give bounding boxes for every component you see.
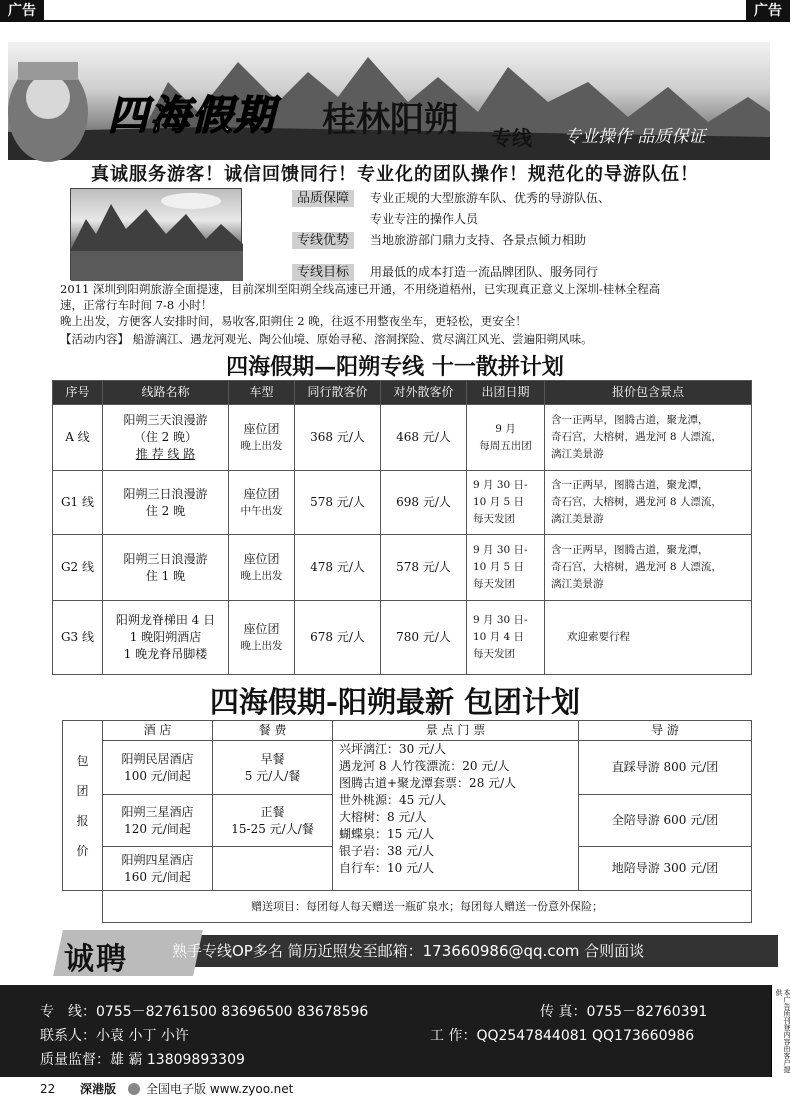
guide-cell: 全陪导游 600 元/团 [579,795,752,847]
contact-footer [0,985,790,1077]
section-title-group: 四海假期-阳朔最新 包团计划 [209,685,581,719]
table-row [53,405,752,471]
feature-label-goal: 专线目标 [292,264,354,281]
banner-brand: 四海假期 [108,93,276,139]
col-header-name: 线路名称 [103,381,229,405]
route-id: G2 线 [53,535,103,601]
intro-line-1: 2011 深圳到阳朔旅游全面提速，目前深圳至阳朔全线高速已开通，不用绕道梧州，已实现真正意义上深圳-桂林全程高 [60,282,661,296]
col-header-vehicle: 车型 [229,381,295,405]
route-spots: 含一正两早，图腾古道，聚龙潭， 奇石宫，大榕树，遇龙河 8 人漂流， 漓江美景游 [545,471,752,535]
route-peer-price: 478 元/人 [295,535,381,601]
route-spots: 含一正两早，图腾古道，聚龙潭， 奇石宫，大榕树，遇龙河 8 人漂流， 漓江美景游 [545,405,752,471]
feature-label-quality: 品质保障 [292,190,354,207]
route-peer-price: 578 元/人 [295,471,381,535]
side-note: 本广告所刊登内容由客户提供 [771,985,790,1077]
route-id: A 线 [53,405,103,471]
intro-line-3: 晚上出发，方便客人安排时间，易收客,阳朔住 2 晚，往返不用整夜坐车，更轻松，更安全！ [60,314,527,328]
intro-line-4: 【活动内容】 船游漓江、遇龙河观光、陶公仙境、原始寻秘、溶洞探险、赏尽漓江风光、尝遍阳朔风味。 [60,332,593,346]
feature-quality-line1: 专业正规的大型旅游车队、优秀的导游队伍、 [370,191,611,205]
gift-row [63,891,752,923]
route-vehicle: 座位团 晚上出发 [229,535,295,601]
tickets-cell: 兴坪漓江：30 元/人 遇龙河 8 人竹筏漂流：20 元/人 图腾古道+聚龙潭套票：28 元/人 世外桃源：45 元/人 大榕树：8 元/人 蝴蝶泉：15 元/人 银子岩：38 元/人 自行车：10 元/人 [333,741,579,891]
recruit-title: 诚聘 [64,942,128,977]
route-dates: 9 月 30 日- 10 月 4 日 每天发团 [467,601,545,675]
group-header-meal: 餐 费 [213,721,333,741]
table-row [53,535,752,601]
feature-advantage-text: 当地旅游部门鼎力支持、各景点倾力相助 [370,233,587,247]
table-row [53,471,752,535]
route-id: G3 线 [53,601,103,675]
contact-people: 联系人：小袁 小丁 小许 [40,1028,189,1044]
group-table [62,720,752,923]
hotel-cell: 阳朔四星酒店 160 元/间起 [103,847,213,891]
route-vehicle: 座位团 晚上出发 [229,601,295,675]
page-number: 22 [40,1082,56,1096]
meal-cell: 正餐 15-25 元/人/餐 [213,795,333,847]
recruit-text: 熟手专线OP多名 简历近照发至邮箱：173660986@qq.com 合则面谈 [172,942,645,960]
page-footer [0,1078,790,1100]
contact-fax: 传 真：0755－82760391 [540,1004,708,1020]
col-header-public-price: 对外散客价 [381,381,467,405]
intro-line-2: 速，正常行车时间 7-8 小时！ [60,298,213,312]
guide-cell: 直踩导游 800 元/团 [579,741,752,795]
hotel-cell: 阳朔三星酒店 120 元/间起 [103,795,213,847]
section-title-scatter: 四海假期—阳朔专线 十一散拼计划 [226,354,564,380]
col-header-spots: 报价包含景点 [545,381,752,405]
route-peer-price: 368 元/人 [295,405,381,471]
routes-header-row [53,381,752,405]
route-public-price: 468 元/人 [381,405,467,471]
hotel-cell: 阳朔民居酒店 100 元/间起 [103,741,213,795]
group-side-label: 包 团 报 价 [63,721,103,891]
route-dates: 9 月 30 日- 10 月 5 日 每天发团 [467,535,545,601]
route-id: G1 线 [53,471,103,535]
contact-work: 工 作：QQ2547844081 QQ173660986 [430,1028,695,1044]
route-name: 阳朔三天浪漫游 （住 2 晚） 推 荐 线 路 [103,405,229,471]
route-public-price: 578 元/人 [381,535,467,601]
route-spots: 含一正两早，图腾古道，聚龙潭， 奇石宫，大榕树，遇龙河 8 人漂流， 漓江美景游 [545,535,752,601]
contact-supervisor: 质量监督：雄 霸 13809893309 [40,1052,245,1068]
table-row [63,741,752,795]
route-dates: 9 月 30 日- 10 月 5 日 每天发团 [467,471,545,535]
ad-tag-left: 广告 [0,0,44,22]
route-name: 阳朔龙脊梯田 4 日 1 晚阳朔酒店 1 晚龙脊吊脚楼 [103,601,229,675]
recruit-banner [30,930,750,977]
contact-phone: 专 线：0755－82761500 83696500 83678596 [40,1004,369,1020]
meal-cell: 早餐 5 元/人/餐 [213,741,333,795]
meal-cell-empty [213,847,333,891]
ad-tag-right: 广告 [746,0,790,22]
banner-route-suffix: 专线 [492,126,532,150]
group-header-row [63,721,752,741]
col-header-dates: 出团日期 [467,381,545,405]
col-header-peer-price: 同行散客价 [295,381,381,405]
banner [8,42,770,160]
group-header-tickets: 景 点 门 票 [333,721,579,741]
col-header-id: 序号 [53,381,103,405]
route-dates: 9 月 每周五出团 [467,405,545,471]
headline: 真诚服务游客！诚信回馈同行！专业化的团队操作！规范化的导游队伍！ [91,164,699,185]
feature-goal-text: 用最低的成本打造一流品牌团队、服务同行 [370,265,599,279]
banner-slogan: 专业操作 品质保证 [564,127,706,147]
edition-logo-icon [128,1083,140,1095]
landscape-photo [70,188,242,280]
route-name: 阳朔三日浪漫游 住 1 晚 [103,535,229,601]
feature-label-advantage: 专线优势 [292,232,354,249]
route-spots: 欢迎索要行程 [545,601,752,675]
route-public-price: 698 元/人 [381,471,467,535]
group-header-hotel: 酒 店 [103,721,213,741]
route-name: 阳朔三日浪漫游 住 2 晚 [103,471,229,535]
group-header-guide: 导 游 [579,721,752,741]
route-vehicle: 座位团 晚上出发 [229,405,295,471]
gift-text: 赠送项目：每团每人每天赠送一瓶矿泉水；每团每人赠送一份意外保险； [103,891,752,923]
top-rule [0,20,790,22]
route-public-price: 780 元/人 [381,601,467,675]
national-edition: 全国电子版 www.zyoo.net [146,1082,294,1096]
banner-route: 桂林阳朔 [322,100,458,140]
route-peer-price: 678 元/人 [295,601,381,675]
table-row [53,601,752,675]
guide-cell: 地陪导游 300 元/团 [579,847,752,891]
route-vehicle: 座位团 中午出发 [229,471,295,535]
routes-table [52,380,752,675]
edition-label: 深港版 [80,1082,117,1096]
feature-quality-line2: 专业专注的操作人员 [370,212,479,226]
